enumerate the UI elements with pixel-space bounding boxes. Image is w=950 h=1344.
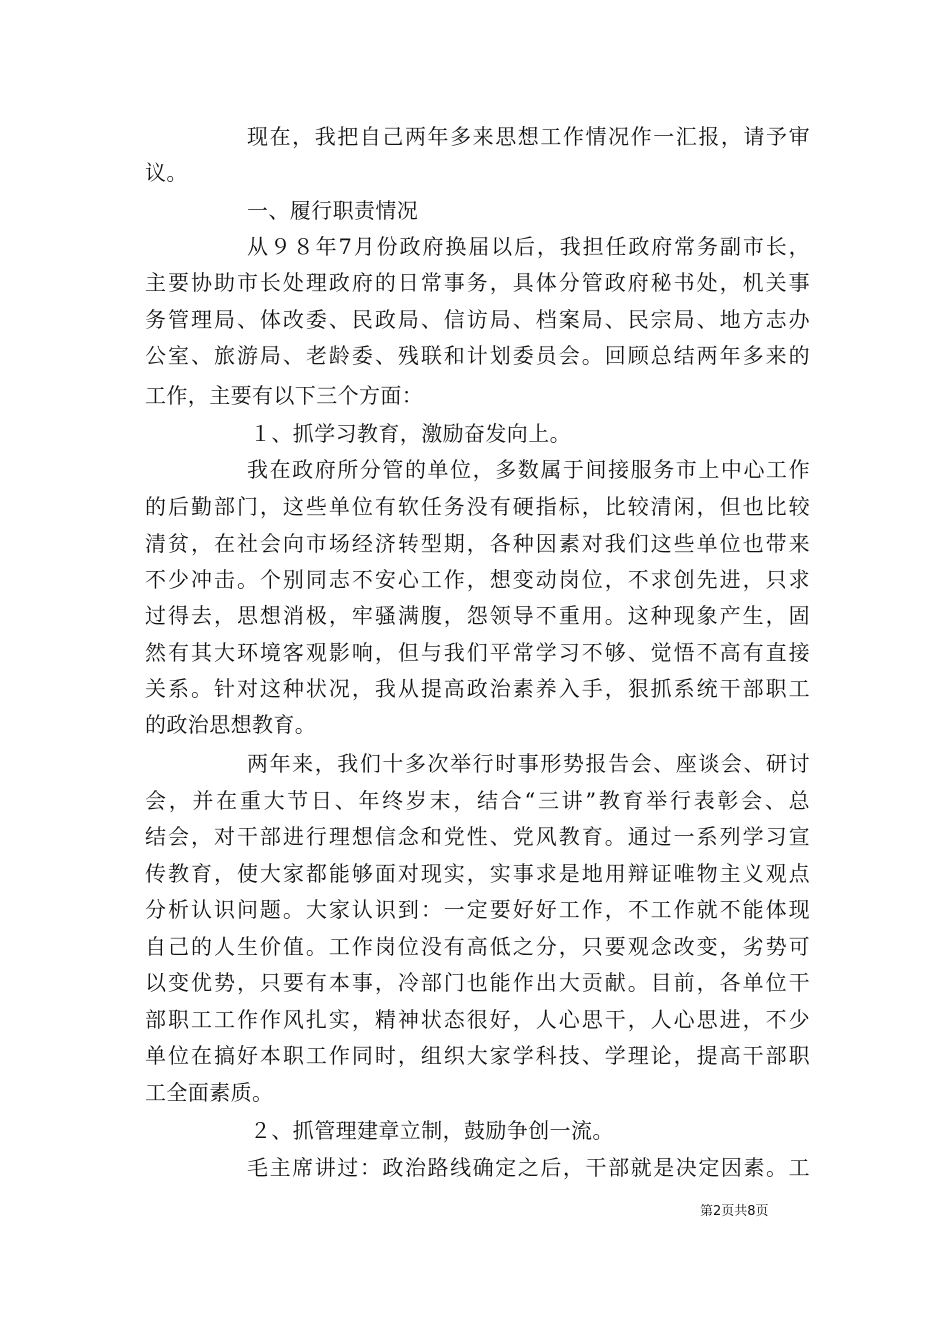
text-line: 的后勤部门，这些单位有软任务没有硬指标，比较清闲，但也比较: [145, 495, 810, 519]
text-line: 然有其大环境客观影响，但与我们平常学习不够、觉悟不高有直接: [145, 641, 810, 665]
text-line: 关系。针对这种状况，我从提高政治素养入手，狠抓系统干部职工: [145, 677, 810, 701]
text-line: 分析认识问题。大家认识到：一定要好好工作，不工作就不能体现: [145, 898, 810, 922]
text-line: 会，并在重大节日、年终岁末，结合“三讲”教育举行表彰会、总: [145, 789, 810, 813]
text-line: 部职工工作作风扎实，精神状态很好，人心思干，人心思进，不少: [145, 1008, 810, 1032]
text-line: 毛主席讲过：政治路线确定之后，干部就是决定因素。工: [247, 1156, 810, 1180]
text-line: 单位在搞好本职工作同时，组织大家学科技、学理论，提高干部职: [145, 1044, 810, 1068]
text-line: 工全面素质。: [145, 1081, 274, 1105]
text-line: 公室、旅游局、老龄委、残联和计划委员会。回顾总结两年多来的: [145, 344, 810, 368]
text-line: 不少冲击。个别同志不安心工作，想变动岗位，不求创先进，只求: [145, 568, 810, 592]
text-line: 的政治思想教育。: [145, 713, 317, 737]
text-line: 两年来，我们十多次举行时事形势报告会、座谈会、研讨: [247, 752, 810, 776]
page-number: 第2页共8页: [700, 1204, 769, 1219]
text-line: 清贫，在社会向市场经济转型期，各种因素对我们这些单位也带来: [145, 532, 810, 556]
subsection-heading: １、抓学习教育，激励奋发向上。: [250, 422, 571, 446]
text-line: 从９８年7月份政府换届以后，我担任政府常务副市长，: [247, 235, 810, 259]
text-line: 议。: [145, 161, 188, 185]
text-line: 务管理局、体改委、民政局、信访局、档案局、民宗局、地方志办: [145, 308, 810, 332]
text-line: 传教育，使大家都能够面对现实，实事求是地用辩证唯物主义观点: [145, 862, 810, 886]
text-line: 结会，对干部进行理想信念和党性、党风教育。通过一系列学习宣: [145, 825, 810, 849]
text-line: 自己的人生价值。工作岗位没有高低之分，只要观念改变，劣势可: [145, 935, 810, 959]
text-line: 过得去，思想消极，牢骚满腹，怨领导不重用。这种现象产生，固: [145, 604, 810, 628]
text-line: 以变优势，只要有本事，冷部门也能作出大贡献。目前，各单位干: [145, 971, 810, 995]
subsection-heading: ２、抓管理建章立制，鼓励争创一流。: [250, 1119, 614, 1143]
text-line: 工作，主要有以下三个方面：: [145, 384, 424, 408]
text-line: 主要协助市长处理政府的日常事务，具体分管政府秘书处，机关事: [145, 271, 810, 295]
text-line: 我在政府所分管的单位，多数属于间接服务市上中心工作: [247, 458, 810, 482]
text-line: 现在，我把自己两年多来思想工作情况作一汇报，请予审: [247, 125, 810, 149]
section-heading: 一、履行职责情况: [247, 199, 419, 223]
